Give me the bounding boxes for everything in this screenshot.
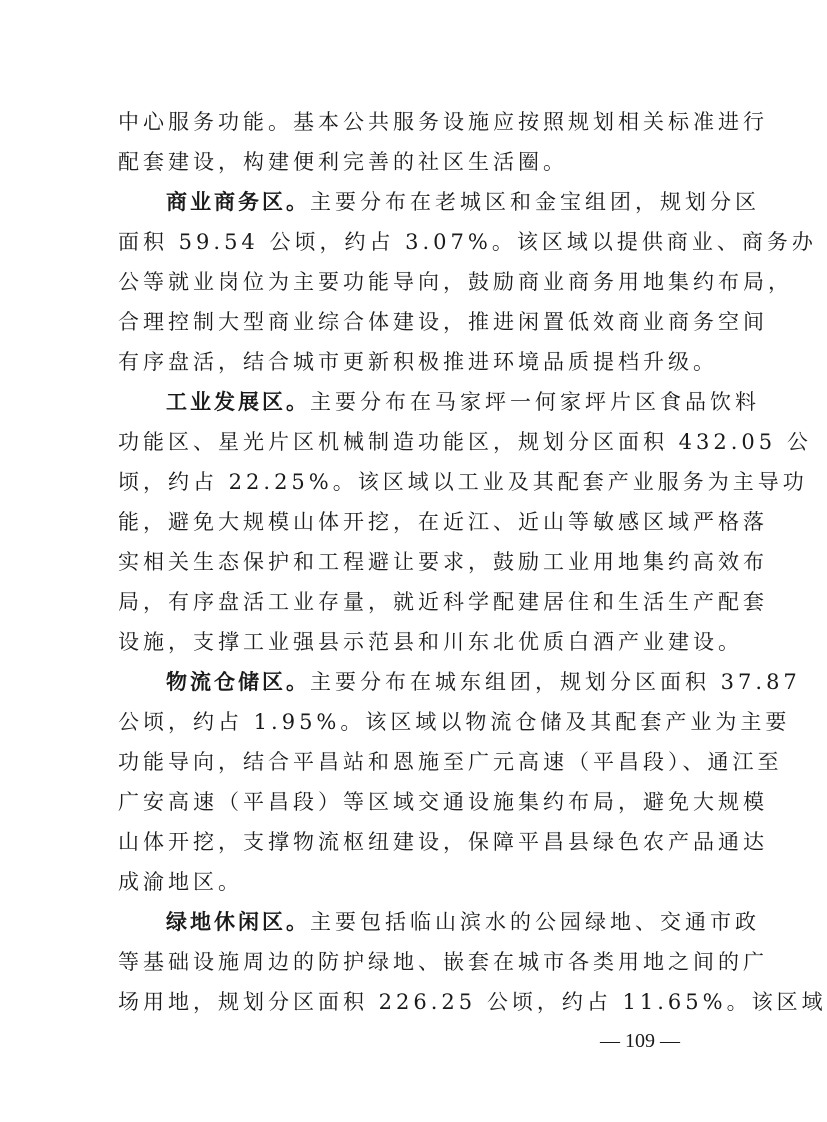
document-body bbox=[118, 102, 827, 1022]
text-line bbox=[118, 102, 768, 142]
text-line bbox=[118, 342, 718, 382]
line-text: 功能区、星光片区机械制造功能区，规划分区面积 432.05 公 bbox=[118, 430, 812, 454]
line-text: 场用地，规划分区面积 226.25 公顷，约占 11.65%。该区域 bbox=[118, 990, 827, 1014]
text-line bbox=[118, 982, 827, 1022]
text-line bbox=[118, 902, 760, 942]
line-text: 公顷，约占 1.95%。该区域以物流仓储及其配套产业为主要 bbox=[118, 710, 791, 734]
line-text: 合理控制大型商业综合体建设，推进闲置低效商业商务空间 bbox=[118, 310, 768, 334]
line-text: 主要分布在马家坪一何家坪片区食品饮料 bbox=[310, 390, 760, 414]
line-text: 广安高速（平昌段）等区域交通设施集约布局，避免大规模 bbox=[118, 790, 768, 814]
line-text: 主要分布在老城区和金宝组团，规划分区 bbox=[310, 190, 760, 214]
line-text: 主要分布在城东组团，规划分区面积 37.87 bbox=[310, 670, 801, 694]
text-line bbox=[118, 382, 760, 422]
text-line bbox=[118, 622, 743, 662]
line-text: 实相关生态保护和工程避让要求，鼓励工业用地集约高效布 bbox=[118, 550, 768, 574]
text-line bbox=[118, 862, 680, 902]
text-line bbox=[118, 182, 760, 222]
text-line bbox=[118, 462, 808, 502]
line-text: 配套建设，构建便利完善的社区生活圈。 bbox=[118, 150, 568, 174]
line-text: 中心服务功能。基本公共服务设施应按照规划相关标准进行 bbox=[118, 110, 768, 134]
line-text: 公等就业岗位为主要功能导向，鼓励商业商务用地集约布局， bbox=[118, 270, 793, 294]
text-line bbox=[118, 582, 768, 622]
text-line bbox=[118, 542, 768, 582]
line-text: 等基础设施周边的防护绿地、嵌套在城市各类用地之间的广 bbox=[118, 950, 768, 974]
line-text: 能，避免大规模山体开挖，在近江、近山等敏感区域严格落 bbox=[118, 510, 768, 534]
text-line bbox=[118, 142, 680, 182]
line-text: 主要包括临山滨水的公园绿地、交通市政 bbox=[310, 910, 760, 934]
section-heading: 物流仓储区。 bbox=[166, 670, 310, 694]
text-line bbox=[118, 662, 801, 702]
text-line bbox=[118, 822, 768, 862]
text-line bbox=[118, 422, 812, 462]
text-line bbox=[118, 942, 768, 982]
text-line bbox=[118, 302, 768, 342]
text-line bbox=[118, 222, 817, 262]
line-text: 顷，约占 22.25%。该区域以工业及其配套产业服务为主导功 bbox=[118, 470, 808, 494]
line-text: 功能导向，结合平昌站和恩施至广元高速（平昌段）、通江至 bbox=[118, 750, 783, 774]
text-line bbox=[118, 502, 768, 542]
text-line bbox=[118, 782, 768, 822]
text-line bbox=[118, 742, 783, 782]
text-line bbox=[118, 262, 793, 302]
line-text: 有序盘活，结合城市更新积极推进环境品质提档升级。 bbox=[118, 350, 718, 374]
line-text: 局，有序盘活工业存量，就近科学配建居住和生活生产配套 bbox=[118, 590, 768, 614]
page-number: — 109 — bbox=[600, 1030, 680, 1052]
section-heading: 工业发展区。 bbox=[166, 390, 310, 414]
text-line bbox=[118, 702, 791, 742]
section-heading: 绿地休闲区。 bbox=[166, 910, 310, 934]
line-text: 成渝地区。 bbox=[118, 870, 243, 894]
line-text: 山体开挖，支撑物流枢纽建设，保障平昌县绿色农产品通达 bbox=[118, 830, 768, 854]
section-heading: 商业商务区。 bbox=[166, 190, 310, 214]
line-text: 设施，支撑工业强县示范县和川东北优质白酒产业建设。 bbox=[118, 630, 743, 654]
line-text: 面积 59.54 公顷，约占 3.07%。该区域以提供商业、商务办 bbox=[118, 230, 817, 254]
